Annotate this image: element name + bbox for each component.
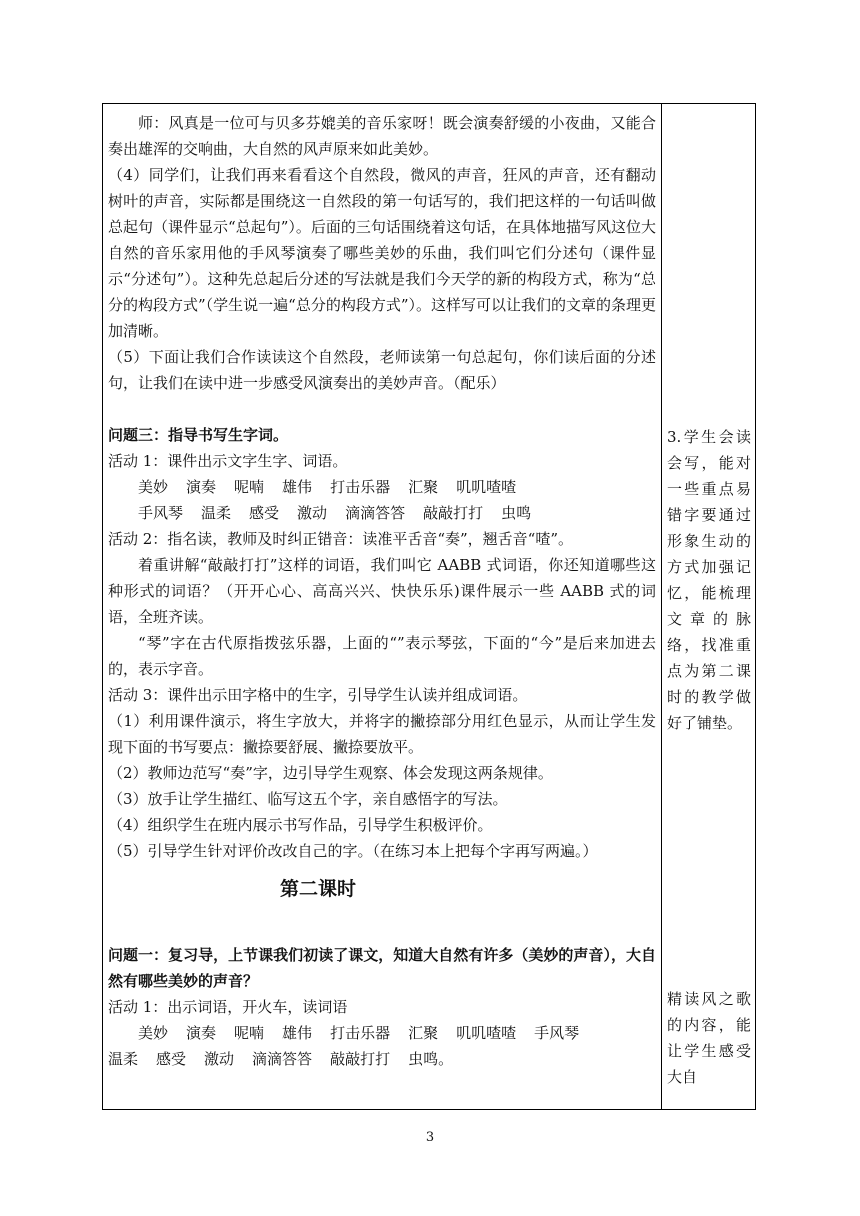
- word: 温柔: [201, 504, 232, 522]
- paragraph-step4: （4）同学们，让我们再来看看这个自然段，微风的声音，狂风的声音，还有翻动树叶的声音，实际都是围绕这一自然段的第一句话写的，我们把这样的一句话叫做总起句（课件显示“总起句”）。后面的三句话围绕着这句话，在具体地描写风这位大自然的音乐家用他的手风琴演奏了哪些美妙的乐曲，我们叫它们分述句（课件显示“分述句”）。这种先总起后分述的写法就是我们今天学的新的构段方式，称为“总分的构段方式”（学生说一遍“总分的构段方式”）。这样写可以让我们的文章的条理更加清晰。: [108, 166, 657, 340]
- word: 滴滴答答: [345, 504, 406, 522]
- activity1: 活动 1：课件出示文字生字、词语。: [108, 452, 348, 470]
- activity2: 活动 2：指名读，教师及时纠正错音：读准平舌音“奏”，翘舌音“喳”。: [108, 530, 573, 548]
- word-row-2: [108, 500, 656, 526]
- word: 汇聚: [408, 478, 439, 496]
- side-note-text: 精读风之歌的内容，能让学生感受大自: [667, 990, 751, 1086]
- word: 美妙: [138, 1024, 169, 1042]
- word: 虫鸣: [501, 504, 532, 522]
- word: 温柔: [108, 1050, 139, 1068]
- word: 敲敲打打: [423, 504, 484, 522]
- paragraph-teacher: 师：风真是一位可与贝多芬媲美的音乐家呀！既会演奏舒缓的小夜曲，又能合奏出雄浑的交响曲，大自然的风声原来如此美妙。: [108, 114, 656, 158]
- spacer: [108, 396, 656, 422]
- side-note-1: [667, 424, 751, 736]
- step-4: （4）组织学生在班内展示书写作品，引导学生积极评价。: [108, 816, 493, 834]
- word: 叽叽喳喳: [456, 1024, 517, 1042]
- activity1b: 活动 1：出示词语，开火车，读词语: [108, 998, 348, 1016]
- word: 虫鸣。: [408, 1050, 454, 1068]
- word: 汇聚: [408, 1024, 439, 1042]
- word: 激动: [297, 504, 328, 522]
- column-divider: [661, 103, 662, 1110]
- paragraph-aabb: 着重讲解“敲敲打打”这样的词语，我们叫它 AABB 式词语，你还知道哪些这种形式的词语？（开开心心、高高兴兴、快快乐乐)课件展示一些 AABB 式的词语，全班齐读。: [108, 556, 656, 626]
- word: 打击乐器: [330, 1024, 391, 1042]
- word: 感受: [249, 504, 280, 522]
- word-row-3: [108, 1020, 656, 1046]
- paragraph-step5: （5）下面让我们合作读读这个自然段，老师读第一句总起句，你们读后面的分述句，让我们在读中进一步感受风演奏出的美妙声音。（配乐）: [108, 348, 656, 392]
- word: 演奏: [186, 1024, 217, 1042]
- word: 美妙: [138, 478, 169, 496]
- step-2: （2）教师边范写“奏”字，边引导学生观察、体会发现这两条规律。: [108, 764, 553, 782]
- word: 手风琴: [534, 1024, 580, 1042]
- lesson2-title: 第二课时: [280, 878, 357, 900]
- paragraph-qin: “琴”字在古代原指拨弦乐器，上面的“”表示琴弦，下面的“今”是后来加进去的，表示字音。: [108, 634, 656, 678]
- word-row-1: [108, 474, 656, 500]
- activity3: 活动 3：课件出示田字格中的生字，引导学生认读并组成词语。: [108, 686, 528, 704]
- question3-title: 问题三：指导书写生字词。: [108, 426, 289, 444]
- step-3: （3）放手让学生描红、临写这五个字，亲自感悟字的写法。: [108, 790, 508, 808]
- word: 雄伟: [282, 1024, 313, 1042]
- step-5: （5）引导学生针对评价改改自己的字。（在练习本上把每个字再写两遍。）: [108, 842, 598, 860]
- side-note-text: 3.学生会读会写，能对一些重点易错字要通过形象生动的方式加强记忆，能梳理文章的脉络，找准重点为第二课时的教学做好了铺垫。: [667, 428, 751, 732]
- word: 雄伟: [282, 478, 313, 496]
- word: 感受: [156, 1050, 187, 1068]
- page-number: 3: [425, 1130, 435, 1145]
- word: 打击乐器: [330, 478, 391, 496]
- word: 叽叽喳喳: [456, 478, 517, 496]
- word: 滴滴答答: [252, 1050, 313, 1068]
- main-column: [108, 110, 656, 1072]
- question1-title: 问题一：复习导，上节课我们初读了课文，知道大自然有许多（美妙的声音），大自然有哪些美妙的声音？: [108, 946, 656, 990]
- side-note-2: [667, 986, 751, 1090]
- word: 呢喃: [234, 478, 265, 496]
- word: 手风琴: [138, 504, 184, 522]
- spacer: [108, 920, 656, 942]
- step-1: （1）利用课件演示，将生字放大，并将字的撇捺部分用红色显示，从而让学生发现下面的书写要点：撇捺要舒展、撇捺要放平。: [108, 712, 656, 756]
- word-row-4: [108, 1046, 656, 1072]
- word: 演奏: [186, 478, 217, 496]
- word: 敲敲打打: [330, 1050, 391, 1068]
- word: 激动: [204, 1050, 235, 1068]
- word: 呢喃: [234, 1024, 265, 1042]
